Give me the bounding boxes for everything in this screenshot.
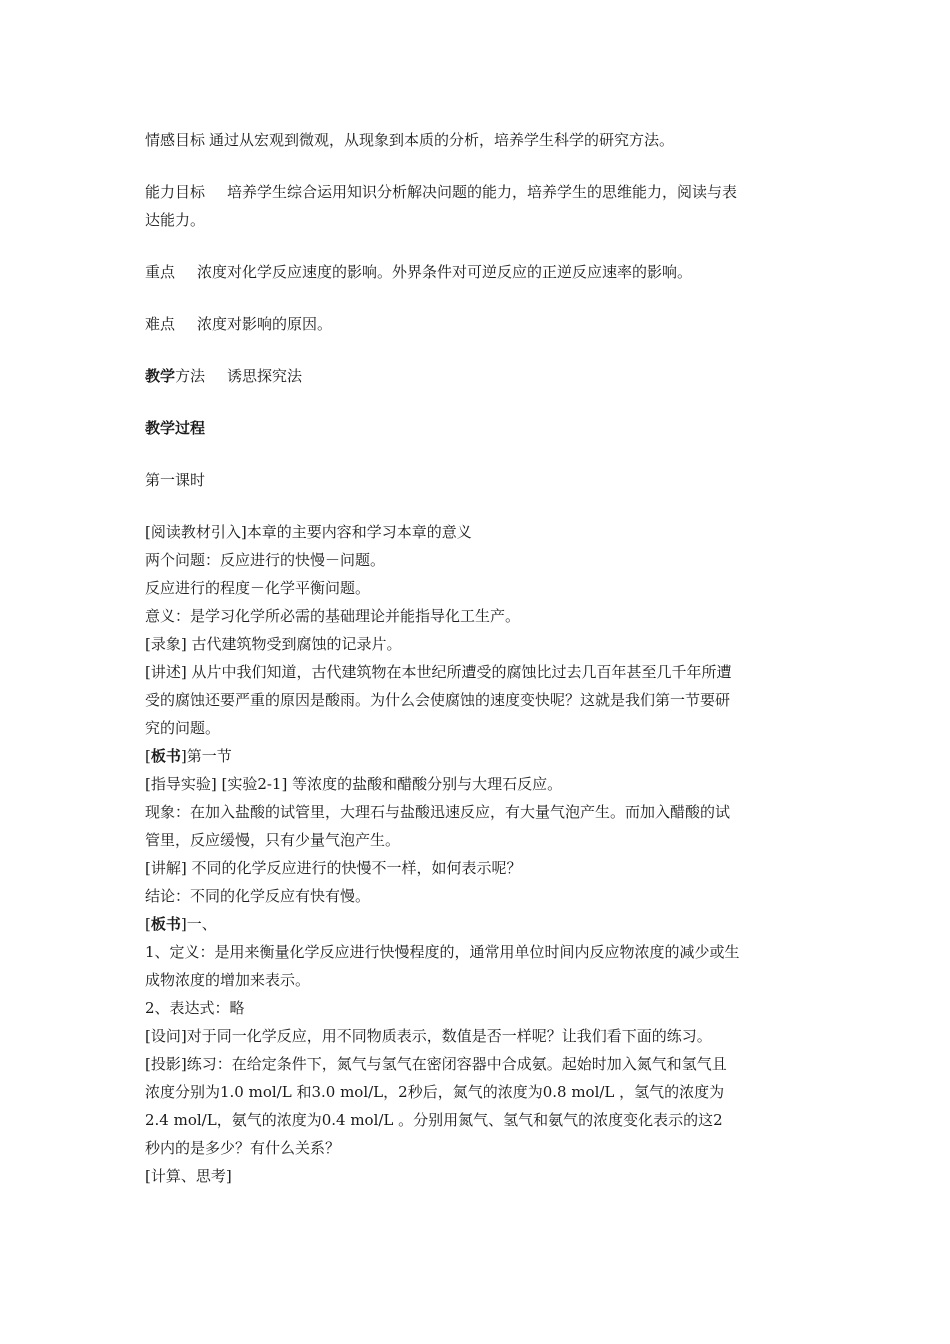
body-line: [计算、思考] [145,1167,232,1185]
ability-goal-label: 能力目标 [145,183,206,201]
board-label-bold: 板书 [150,747,181,765]
difficult-point-paragraph [145,310,815,338]
key-point-label: 重点 [145,263,176,281]
body-line: 意义：是学习化学所必需的基础理论并能指导化工生产。 [145,607,521,625]
body-line: 浓度分别为1.0 mol/L 和3.0 mol/L，2秒后，氮气的浓度为0.8 mol/L ，氢气的浓度为 [145,1083,725,1101]
body-line: 反应进行的程度－化学平衡问题。 [145,579,371,597]
body-line: 成物浓度的增加来表示。 [145,971,311,989]
teaching-method-label-rest: 方法 [175,367,206,385]
emotion-goal-text: 通过从宏观到微观，从现象到本质的分析，培养学生科学的研究方法。 [209,131,675,149]
teaching-method-paragraph [145,362,815,390]
lesson-body [145,518,815,1190]
body-line: [阅读教材引入]本章的主要内容和学习本章的意义 [145,523,472,541]
body-line: 现象：在加入盐酸的试管里，大理石与盐酸迅速反应，有大量气泡产生。而加入醋酸的试 [145,803,731,821]
body-line: 结论：不同的化学反应有快有慢。 [145,887,371,905]
board-note-1: [板书]第一节 [145,747,232,765]
document-page [145,126,815,1190]
lesson-title: 第一课时 [145,471,206,489]
body-line: [投影]练习：在给定条件下，氮气与氢气在密闭容器中合成氨。起始时加入氮气和氢气且 [145,1055,727,1073]
body-line: [讲述] 从片中我们知道，古代建筑物在本世纪所遭受的腐蚀比过去几百年甚至几千年所遭 [145,663,732,681]
body-line: [录象] 古代建筑物受到腐蚀的记录片。 [145,635,402,653]
emotion-goal-paragraph [145,126,815,154]
body-line: 秒内的是多少？有什么关系？ [145,1139,341,1157]
key-point-paragraph [145,258,815,286]
body-line: 管里，反应缓慢，只有少量气泡产生。 [145,831,401,849]
ability-goal-text-1: 培养学生综合运用知识分析解决问题的能力，培养学生的思维能力，阅读与表 [227,183,738,201]
teaching-method-text: 诱思探究法 [227,367,303,385]
body-line: 受的腐蚀还要严重的原因是酸雨。为什么会使腐蚀的速度变快呢？这就是我们第一节要研 [145,691,731,709]
body-line: 2.4 mol/L，氨气的浓度为0.4 mol/L 。分别用氮气、氢气和氨气的浓度变化表示的这2 [145,1111,723,1129]
board-label-bold: 板书 [150,915,181,933]
body-line: 究的问题。 [145,719,221,737]
ability-goal-paragraph [145,178,815,234]
body-line: 2、表达式：略 [145,999,245,1017]
key-point-text: 浓度对化学反应速度的影响。外界条件对可逆反应的正逆反应速率的影响。 [197,263,693,281]
body-line: [设问]对于同一化学反应，用不同物质表示，数值是否一样呢？让我们看下面的练习。 [145,1027,712,1045]
ability-goal-text-2: 达能力。 [145,211,206,229]
board-note-2: [板书]一、 [145,915,217,933]
process-heading: 教学过程 [145,419,206,437]
teaching-method-label-bold: 教学 [145,367,176,385]
emotion-goal-label: 情感目标 [145,131,206,149]
difficult-point-text: 浓度对影响的原因。 [197,315,333,333]
body-line: 1、定义：是用来衡量化学反应进行快慢程度的，通常用单位时间内反应物浓度的减少或生 [145,943,740,961]
body-line: [指导实验] [实验2-1] 等浓度的盐酸和醋酸分别与大理石反应。 [145,775,563,793]
difficult-point-label: 难点 [145,315,176,333]
body-line: 两个问题：反应进行的快慢－问题。 [145,551,386,569]
body-line: [讲解] 不同的化学反应进行的快慢不一样，如何表示呢？ [145,859,522,877]
